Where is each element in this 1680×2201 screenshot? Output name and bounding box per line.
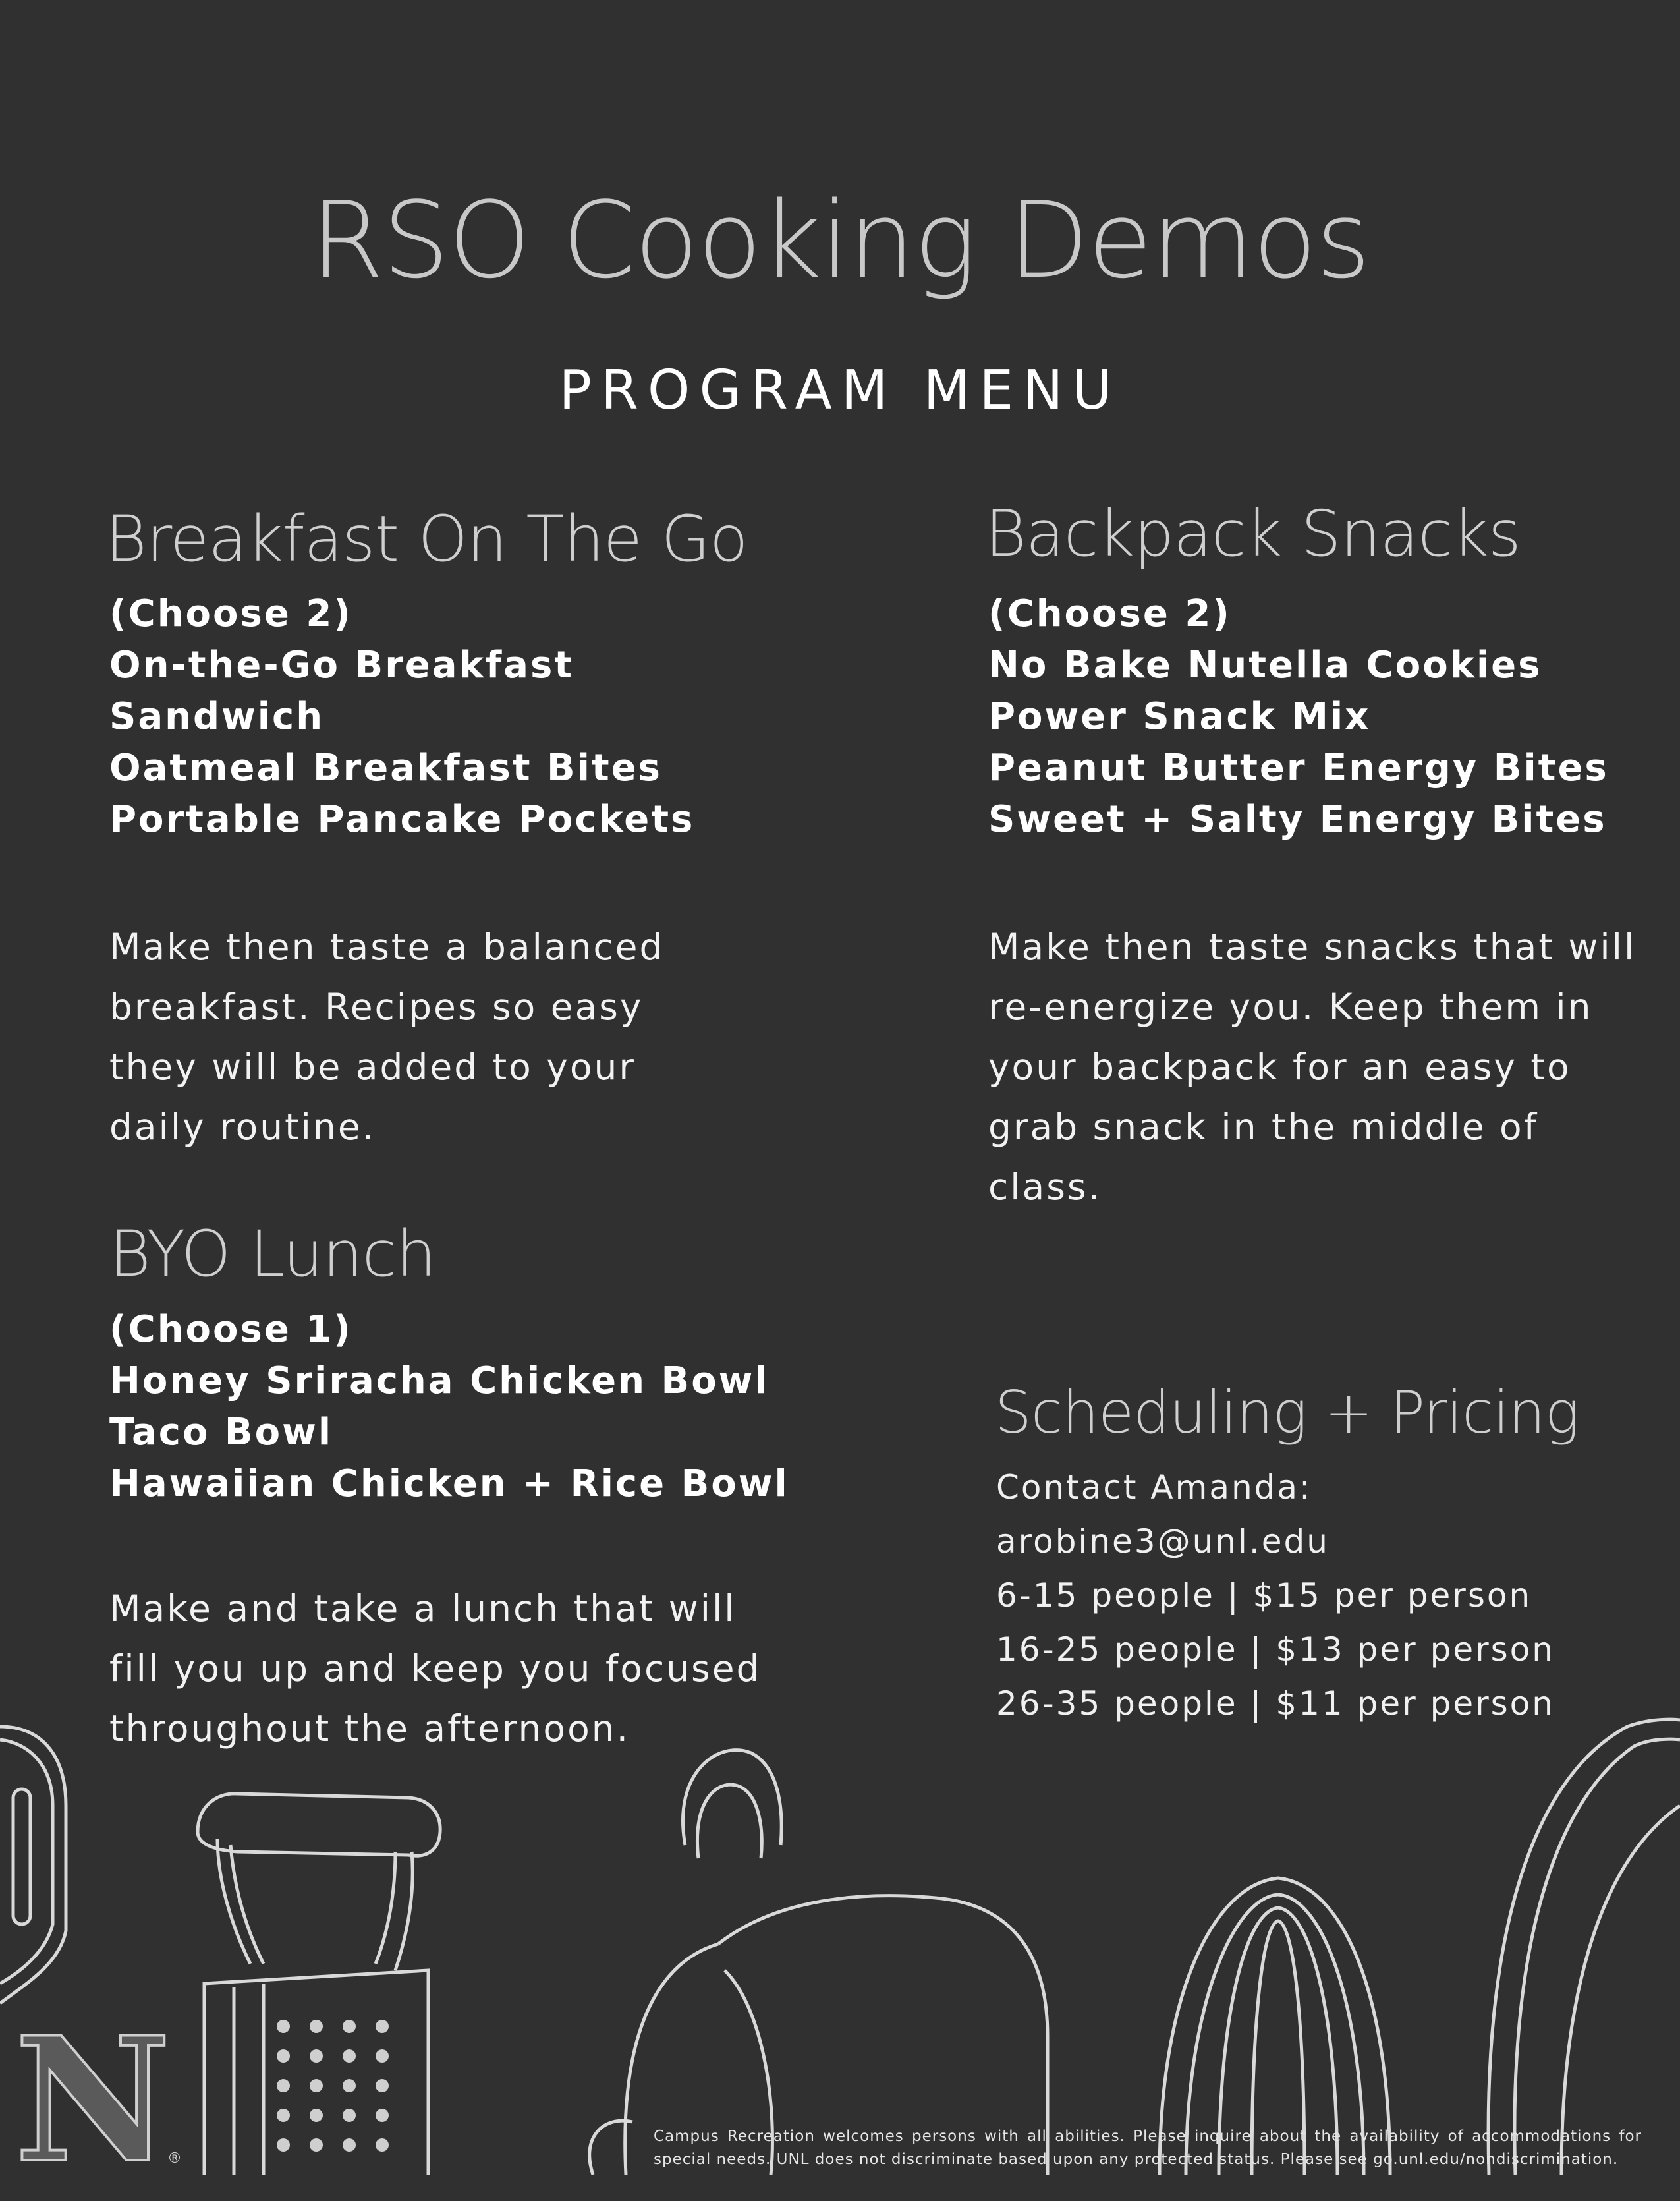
price-tier: 16-25 people | $13 per person [996,1630,1555,1669]
logo-registered-mark: ® [167,2150,182,2167]
list-item: No Bake Nutella Cookies [988,644,1542,687]
description-snacks [988,917,1636,1217]
page-subtitle: PROGRAM MENU [559,359,1121,422]
list-item: Hawaiian Chicken + Rice Bowl [109,1462,789,1505]
grater-holes-icon [277,2020,389,2152]
description-line: your backpack for an easy to [988,1046,1571,1088]
choose-label: (Choose 1) [109,1308,352,1351]
menu-list-breakfast [109,588,694,845]
list-item: Taco Bowl [109,1411,333,1454]
list-item: Sweet + Salty Energy Bites [988,798,1607,841]
description-lunch [109,1579,761,1759]
list-item: On-the-Go Breakfast [109,644,574,687]
price-tier: 6-15 people | $15 per person [996,1576,1532,1615]
choose-label: (Choose 2) [988,592,1231,635]
list-item: Oatmeal Breakfast Bites [109,747,662,789]
description-line: grab snack in the middle of [988,1106,1539,1148]
description-line: daily routine. [109,1106,376,1148]
description-line: Make then taste a balanced [109,926,665,968]
list-item: Honey Sriracha Chicken Bowl [109,1359,770,1402]
contact-name: Contact Amanda: [996,1468,1312,1506]
logo-letter: N [14,2000,171,2201]
list-item: Peanut Butter Energy Bites [988,747,1609,789]
mug-icon [590,1750,1048,2175]
description-line: Make and take a lunch that will [109,1587,737,1630]
menu-list-snacks [988,588,1609,845]
list-item: Portable Pancake Pockets [109,798,695,841]
description-line: re-energize you. Keep them in [988,986,1593,1028]
university-logo [14,2000,182,2201]
menu-list-lunch [109,1304,789,1510]
description-line: they will be added to your [109,1046,636,1088]
page-title: RSO Cooking Demos [310,179,1370,302]
description-line: Make then taste snacks that will [988,926,1637,968]
spatula-icon [0,1727,66,2003]
nondiscrimination-notice: Campus Recreation welcomes persons with all abilities. Please inquire about the availability of accommodations for special needs. UNL does not discriminate based upon any protected status. Please see go.unl.edu/nondiscrimination. [654,2128,1642,2168]
description-line: throughout the afternoon. [109,1707,630,1750]
choose-label: (Choose 2) [109,592,352,635]
bowl-icon [1488,1719,1680,2175]
contact-email: arobine3@unl.edu [996,1522,1330,1560]
description-line: fill you up and keep you focused [109,1647,762,1690]
list-item: Power Snack Mix [988,695,1371,738]
description-breakfast [109,917,664,1157]
section-heading-snacks: Backpack Snacks [985,497,1521,571]
description-line: breakfast. Recipes so easy [109,986,644,1028]
scheduling-details [996,1460,1555,1730]
list-item: Sandwich [109,695,325,738]
section-heading-breakfast: Breakfast On The Go [105,502,748,576]
price-tier: 26-35 people | $11 per person [996,1684,1555,1723]
description-line: class. [988,1166,1102,1208]
section-heading-scheduling: Scheduling + Pricing [995,1379,1579,1446]
section-heading-lunch: BYO Lunch [109,1217,436,1291]
